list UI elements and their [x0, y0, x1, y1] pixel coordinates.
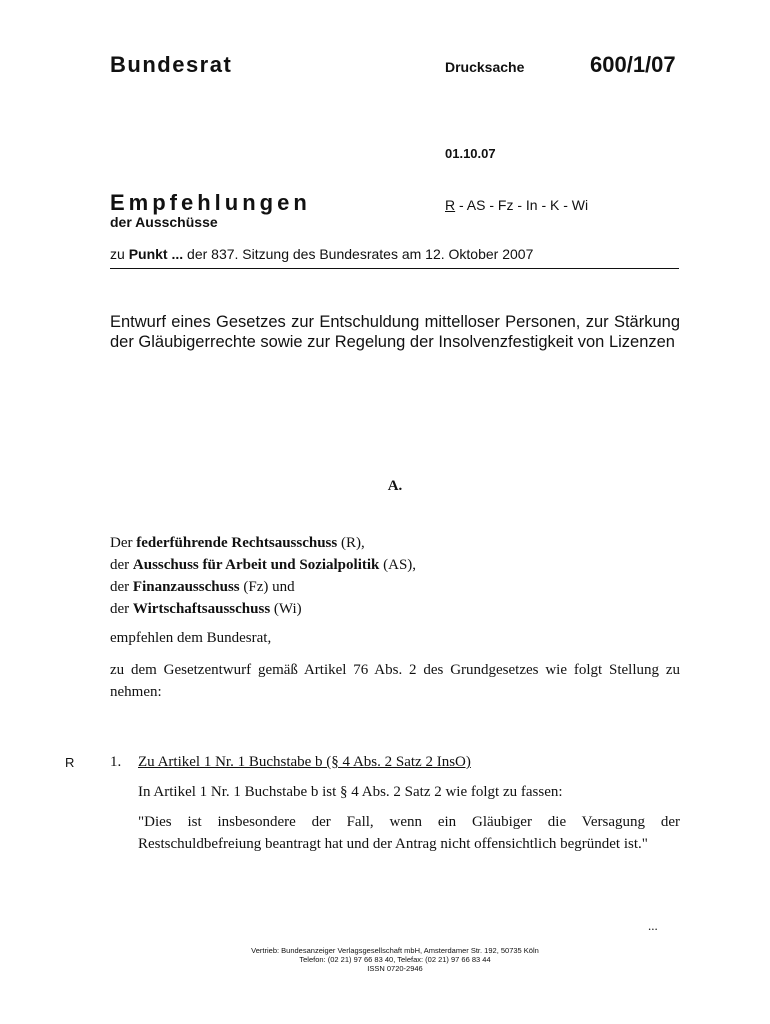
committee-name: Wirtschaftsausschuss [132, 601, 271, 617]
doc-type-label: Drucksache [445, 59, 525, 75]
doc-number: 600/1/07 [590, 52, 676, 77]
lead-committee-code: R [445, 197, 456, 213]
committee-line [110, 579, 295, 596]
doc-date: 01.10.07 [445, 146, 496, 161]
committee-line [110, 535, 365, 552]
committee-prefix: der [110, 579, 133, 595]
doc-title: Empfehlungen [110, 190, 311, 215]
committee-prefix: Der [110, 535, 137, 551]
footer-distribution: Vertrieb: Bundesanzeiger Verlagsgesellschaft mbH, Amsterdamer Str. 192, 50735 Köln [251, 946, 539, 955]
committee-line [110, 557, 416, 574]
agenda-punkt: Punkt ... [128, 246, 184, 262]
committee-name: Ausschuss für Arbeit und Sozialpolitik [132, 557, 380, 573]
committee-abbr: (R), [337, 535, 365, 551]
item-quote: "Dies ist insbesondere der Fall, wenn ein Gläubiger die Versagung der Restschuldbefreiung beantragt hat und der Antrag nicht offensichtlich begründet ist." [138, 814, 680, 852]
committee-codes [445, 197, 588, 213]
continuation-mark: ... [648, 918, 658, 933]
doc-subtitle: der Ausschüsse [110, 214, 218, 230]
committee-marker: R [65, 755, 75, 770]
recommend-text: empfehlen dem Bundesrat, [110, 630, 272, 646]
agenda-prefix: zu [110, 246, 129, 262]
footer-contact: Telefon: (02 21) 97 66 83 40, Telefax: (02 21) 97 66 83 44 [299, 955, 491, 964]
section-heading: A. [387, 478, 403, 494]
doc-subject: Entwurf eines Gesetzes zur Entschuldung mittelloser Personen, zur Stärkung der Gläubigerrechte sowie zur Regelung der Insolvenzfestigkeit von Lizenzen [110, 313, 680, 351]
item-number: 1. [110, 754, 122, 770]
agenda-text: der 837. Sitzung des Bundesrates am 12. Oktober 2007 [183, 246, 534, 262]
other-committee-codes: - AS - Fz - In - K - Wi [455, 197, 589, 213]
footer-issn: ISSN 0720-2946 [367, 964, 423, 973]
agenda-line [110, 246, 533, 262]
item-heading: Zu Artikel 1 Nr. 1 Buchstabe b (§ 4 Abs. 2 Satz 2 InsO) [138, 754, 471, 770]
committee-abbr: (AS), [379, 557, 417, 573]
committee-line [110, 601, 302, 618]
committee-name: Finanzausschuss [132, 579, 240, 595]
committee-name: federführende Rechtsausschuss [136, 535, 338, 551]
statement-text: zu dem Gesetzentwurf gemäß Artikel 76 Abs. 2 des Grundgesetzes wie folgt Stellung zu nehmen: [110, 662, 680, 700]
committee-abbr: (Wi) [270, 601, 302, 617]
committee-abbr: (Fz) und [239, 579, 295, 595]
item-text: In Artikel 1 Nr. 1 Buchstabe b ist § 4 Abs. 2 Satz 2 wie folgt zu fassen: [138, 784, 563, 800]
organization-name: Bundesrat [110, 52, 233, 77]
committee-prefix: der [110, 557, 133, 573]
header-divider [110, 268, 679, 269]
committee-prefix: der [110, 601, 133, 617]
